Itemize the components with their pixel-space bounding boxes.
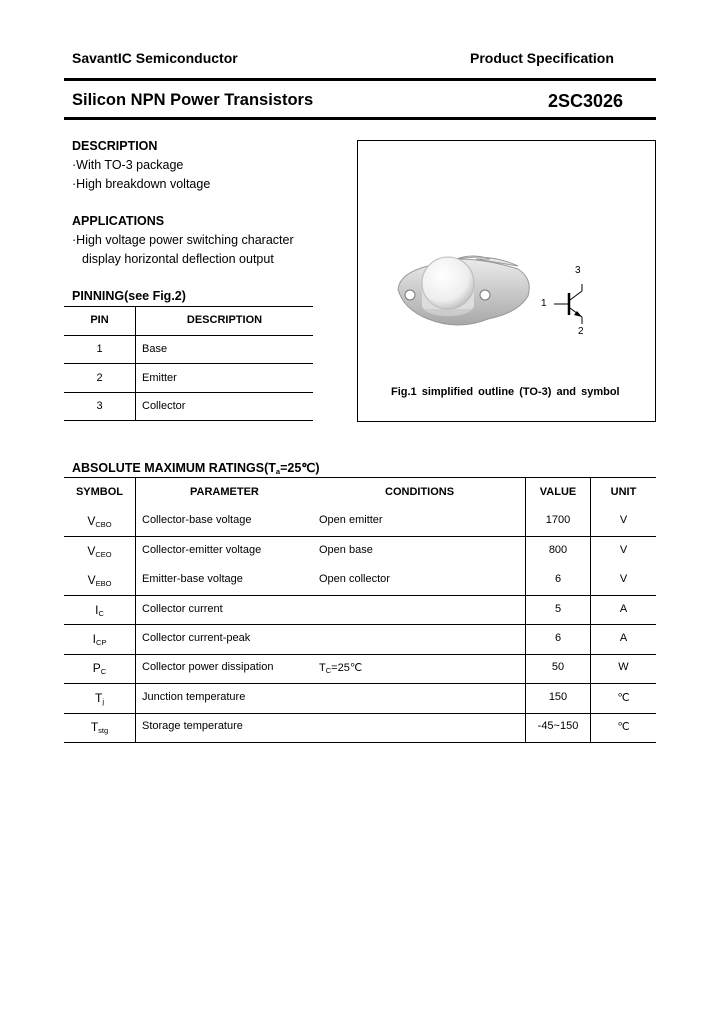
rating-value: -45~150 xyxy=(537,720,579,732)
title-rule xyxy=(64,117,656,120)
figure-box xyxy=(357,140,656,422)
description-title: DESCRIPTION xyxy=(72,139,158,153)
rating-condition: Open collector xyxy=(319,573,390,585)
pin-description: Collector xyxy=(142,400,186,412)
application-item: display horizontal deflection output xyxy=(82,252,274,266)
rating-parameter: Collector current xyxy=(142,603,223,615)
rating-value: 150 xyxy=(548,691,568,703)
rating-value: 6 xyxy=(554,573,562,585)
application-item: ·High voltage power switching character xyxy=(72,233,294,247)
description-item: ·High breakdown voltage xyxy=(72,177,211,191)
rating-parameter: Collector-emitter voltage xyxy=(142,544,262,556)
pin-number: 2 xyxy=(96,372,103,384)
rating-parameter: Collector-base voltage xyxy=(142,514,252,526)
ratings-title: ABSOLUTE MAXIMUM $RATINGS(T_a=25℃)$ xyxy=(72,461,320,476)
rating-value: 6 xyxy=(554,632,562,644)
rating-unit: V xyxy=(619,544,628,556)
rating-parameter: Collector current-peak xyxy=(142,632,251,644)
applications-title: APPLICATIONS xyxy=(72,214,165,228)
rating-condition: Open base xyxy=(319,544,373,556)
header-rule xyxy=(64,78,656,81)
symbol-header: SYMBOL xyxy=(75,486,124,498)
pin-description-header: DESCRIPTION xyxy=(186,314,263,326)
row-divider xyxy=(64,595,656,596)
part-number: 2SC3026 xyxy=(548,91,624,111)
rating-symbol: $V_{CBO}$ xyxy=(87,514,112,529)
rating-unit: A xyxy=(619,632,628,644)
row-divider xyxy=(64,654,656,655)
row-divider xyxy=(64,536,656,537)
row-divider xyxy=(64,683,656,684)
rating-symbol: $I_{CP}$ xyxy=(92,632,107,647)
rating-symbol: $V_{EBO}$ xyxy=(87,573,112,588)
pin-number: 1 xyxy=(96,343,103,355)
product-line: Silicon NPN Power Transistors xyxy=(72,91,314,109)
row-divider xyxy=(64,742,656,743)
conditions-header: CONDITIONS xyxy=(385,486,455,498)
unit-header: UNIT xyxy=(610,486,637,498)
rating-value: 5 xyxy=(554,603,562,615)
rating-unit: ℃ xyxy=(617,721,630,733)
rating-value: 800 xyxy=(548,544,568,556)
pin-label-3: 3 xyxy=(575,265,581,276)
row-divider xyxy=(64,713,656,714)
rating-symbol: $T_j$ xyxy=(94,691,104,706)
rating-condition: $T_C=25℃$ xyxy=(319,662,363,675)
rating-symbol: $T_{stg}$ xyxy=(90,720,109,735)
rating-unit: V xyxy=(619,573,628,585)
pin-description: Emitter xyxy=(142,372,177,384)
rating-unit: A xyxy=(619,603,628,615)
rating-unit: ℃ xyxy=(617,692,630,704)
rating-condition: Open emitter xyxy=(319,514,383,526)
row-divider xyxy=(64,624,656,625)
rating-symbol: $V_{CEO}$ xyxy=(87,544,112,559)
rating-parameter: Collector power dissipation xyxy=(142,661,274,673)
pin-label-2: 2 xyxy=(578,326,584,337)
rating-parameter: Emitter-base voltage xyxy=(142,573,243,585)
rating-unit: V xyxy=(619,514,628,526)
company-name: SavantIC Semiconductor xyxy=(72,50,238,66)
pin-description: Base xyxy=(142,343,168,355)
pin-label-1: 1 xyxy=(541,298,547,309)
rating-value: 1700 xyxy=(545,514,571,526)
rating-value: 50 xyxy=(551,661,565,673)
pin-number: 3 xyxy=(96,400,103,412)
pin-header: PIN xyxy=(90,314,109,326)
value-header: VALUE xyxy=(539,486,577,498)
rating-parameter: Junction temperature xyxy=(142,691,246,703)
rating-unit: W xyxy=(618,661,629,673)
figure-caption: Fig.1 simplified outline (TO-3) and symbol xyxy=(391,386,620,398)
rating-parameter: Storage temperature xyxy=(142,720,243,732)
doc-type: Product Specification xyxy=(470,50,614,66)
rating-symbol: $P_C$ xyxy=(92,661,107,676)
description-item: ·With TO-3 package xyxy=(72,158,184,172)
npn-transistor-symbol xyxy=(358,141,655,421)
rating-symbol: $I_C$ xyxy=(95,603,104,618)
pinning-title: PINNING(see Fig.2) xyxy=(72,289,186,303)
parameter-header: PARAMETER xyxy=(190,486,259,498)
